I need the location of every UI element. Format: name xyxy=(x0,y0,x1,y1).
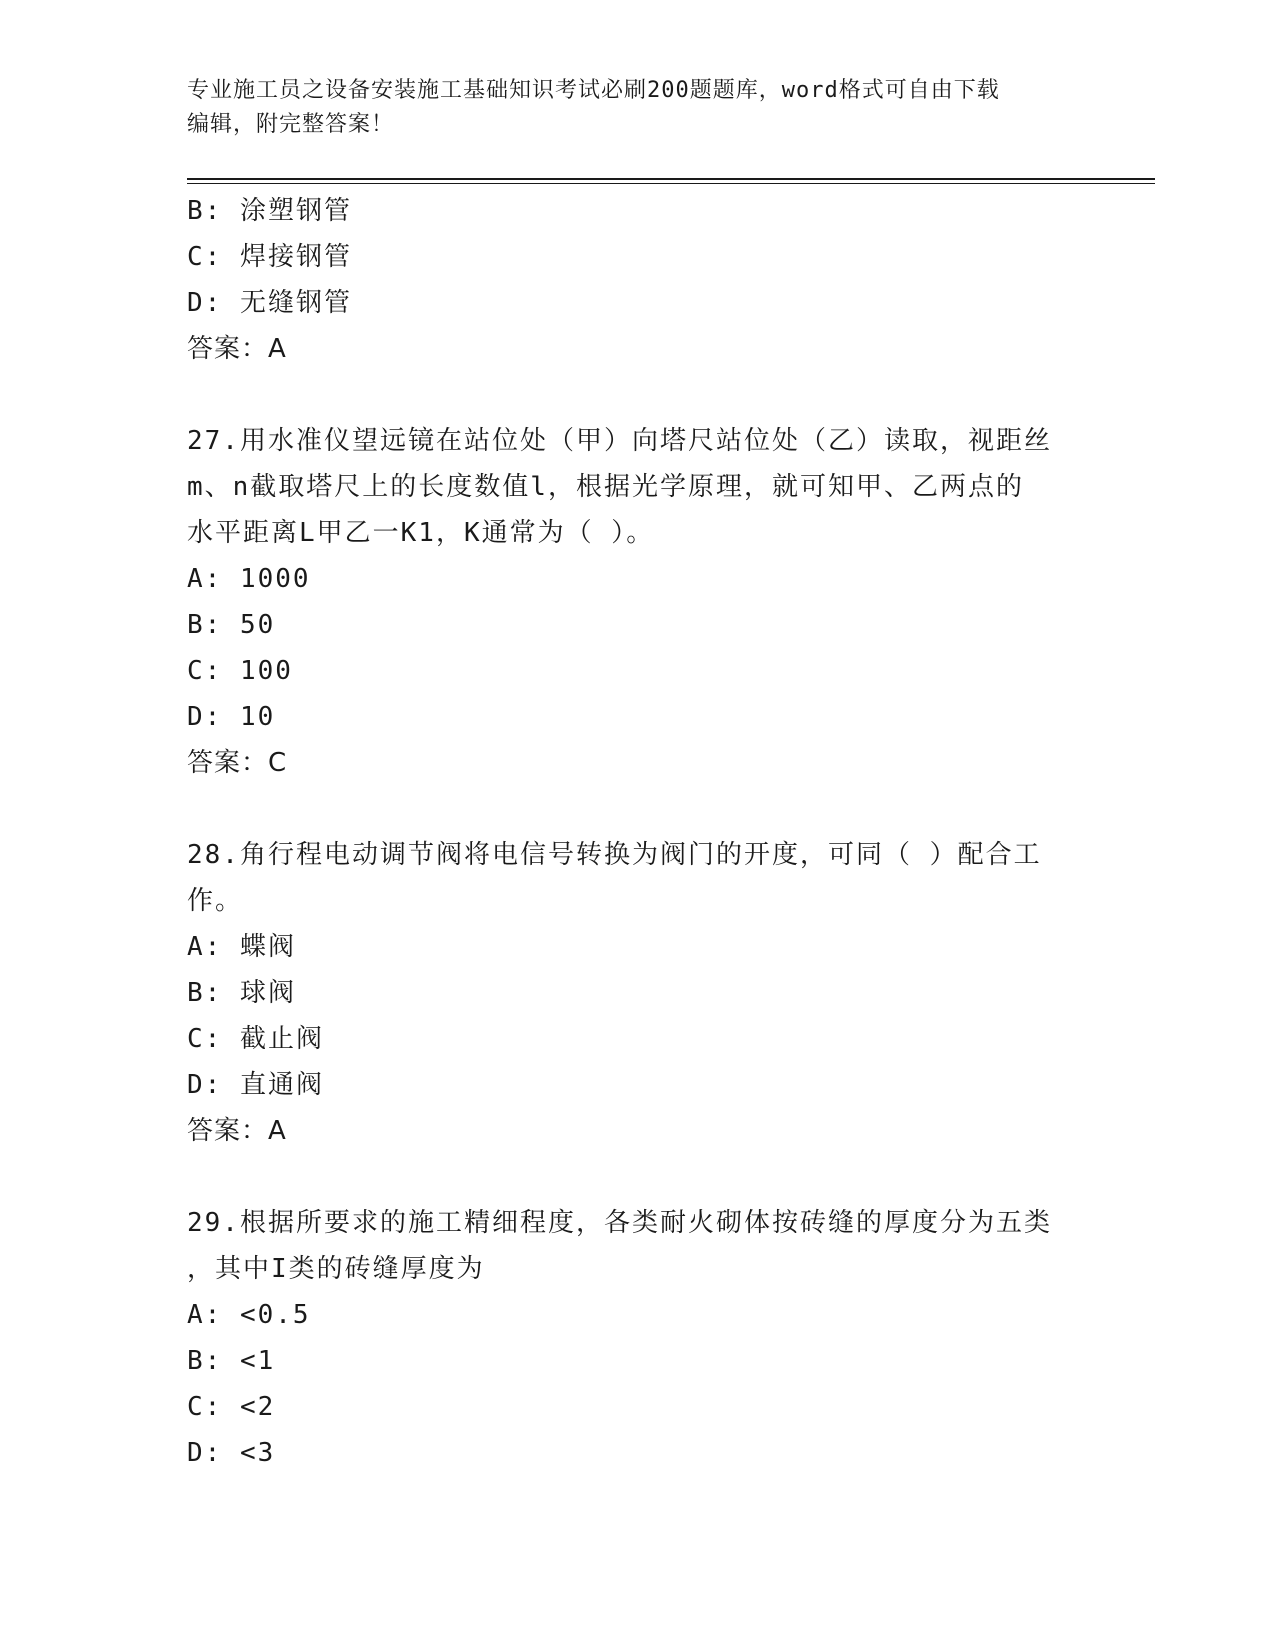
header-divider-thick xyxy=(187,178,1155,180)
document-header xyxy=(187,74,1087,142)
spacer xyxy=(187,372,1087,418)
header-title-line-2: 编辑，附完整答案！ xyxy=(187,112,395,137)
question-text: 28.角行程电动调节阀将电信号转换为阀门的开度，可同（ ）配合工 xyxy=(187,840,1042,870)
header-title-line-1: 专业施工员之设备安装施工基础知识考试必刷200题题库，word格式可自由下载 xyxy=(187,78,1000,103)
option-d: D: 直通阀 xyxy=(187,1070,324,1100)
option-b: B: 50 xyxy=(187,610,276,640)
question-text: ，其中I类的砖缝厚度为 xyxy=(187,1254,485,1284)
option-b: B: 球阀 xyxy=(187,978,296,1008)
option-b: B: <1 xyxy=(187,1346,276,1376)
option-a: A: 蝶阀 xyxy=(187,932,296,962)
option-b: B: 涂塑钢管 xyxy=(187,196,352,226)
option-d: D: <3 xyxy=(187,1438,276,1468)
option-a: A: 1000 xyxy=(187,564,311,594)
question-28 xyxy=(187,832,1087,1154)
question-text: 29.根据所要求的施工精细程度，各类耐火砌体按砖缝的厚度分为五类 xyxy=(187,1208,1052,1238)
option-a: A: <0.5 xyxy=(187,1300,311,1330)
answer: 答案：C xyxy=(187,748,288,778)
option-d: D: 10 xyxy=(187,702,276,732)
spacer xyxy=(187,786,1087,832)
spacer xyxy=(187,1154,1087,1200)
question-text: 水平距离L甲乙一K1，K通常为（ ）。 xyxy=(187,518,655,548)
question-text: 作。 xyxy=(187,886,244,916)
option-d: D: 无缝钢管 xyxy=(187,288,352,318)
question-text: m、n截取塔尺上的长度数值l，根据光学原理，就可知甲、乙两点的 xyxy=(187,472,1024,502)
question-26-tail xyxy=(187,188,1087,372)
question-29 xyxy=(187,1200,1087,1476)
option-c: C: 截止阀 xyxy=(187,1024,324,1054)
answer: 答案：A xyxy=(187,334,287,364)
answer: 答案：A xyxy=(187,1116,287,1146)
question-list xyxy=(187,188,1087,1476)
option-c: C: <2 xyxy=(187,1392,276,1422)
option-c: C: 100 xyxy=(187,656,293,686)
option-c: C: 焊接钢管 xyxy=(187,242,352,272)
question-text: 27.用水准仪望远镜在站位处（甲）向塔尺站位处（乙）读取，视距丝 xyxy=(187,426,1052,456)
header-divider-thin xyxy=(187,183,1155,184)
question-27 xyxy=(187,418,1087,786)
